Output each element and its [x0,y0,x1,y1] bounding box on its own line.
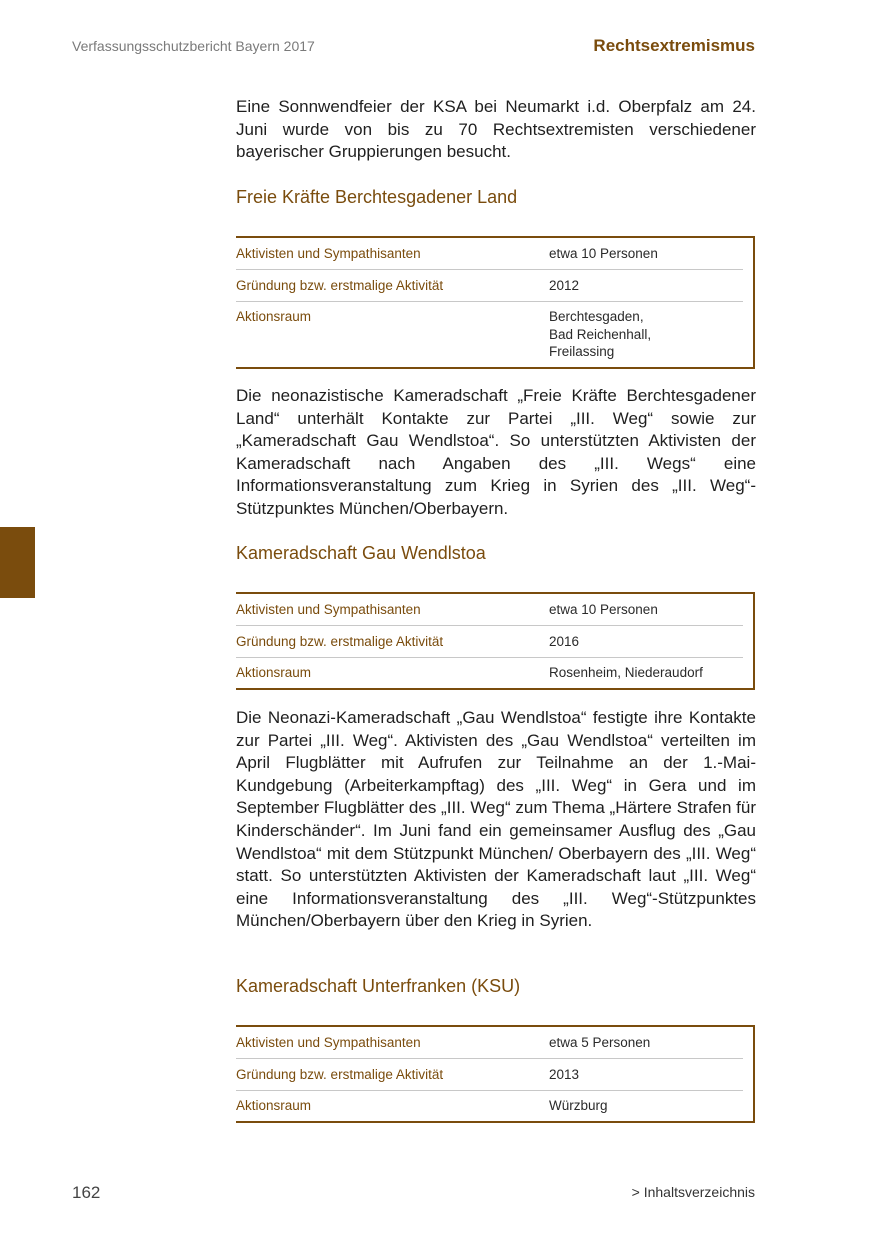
chapter-title: Rechtsextremismus [593,36,755,55]
facts-label: Gründung bzw. erstmalige Aktivität [236,633,444,649]
facts-table-gau-wendlstoa [236,592,755,690]
facts-label: Aktionsraum [236,665,312,681]
facts-row [236,1027,743,1059]
facts-value-line: Freilassing [549,344,615,360]
facts-value-line: Berchtesgaden, [549,309,644,324]
facts-row [236,270,743,302]
section-paragraph: Die Neonazi-Kameradschaft „Gau Wendlstoa“ festigte ihre Kontakte zur Partei „III. Weg“. Aktivisten des „Gau Wendlstoa“ verteilten im April Flugblätter mit Aufrufen zur Teilnahme an der 1.-Mai-Kundgebung (Arbeiterkampftag) des „III. Weg“ in Gera und im September Flugblätter des „III. Weg“ zum Thema „Härtere Strafen für Kinderschänder“. Im Juni fand ein gemeinsamer Ausflug des „Gau Wendlstoa“ mit dem Stützpunkt München/ Oberbayern des „III. Weg“ statt. So unterstützten Aktivisten der Kameradschaft laut „III. Weg“ eine Informationsveranstaltung des „III. Weg“-Stützpunktes München/Oberbayern über den Krieg in Syrien. [236,708,756,931]
facts-label: Aktionsraum [236,309,312,324]
section-heading-gau-wendlstoa: Kameradschaft Gau Wendlstoa [236,543,486,563]
facts-row [236,238,743,270]
running-header-title: Verfassungsschutzbericht Bayern 2017 [72,38,315,54]
facts-value: etwa 10 Personen [549,601,658,617]
facts-table-freie-kraefte [236,236,755,369]
chapter-side-tab [0,527,35,598]
facts-value: 2013 [549,1066,580,1082]
facts-label: Aktivisten und Sympathisanten [236,245,421,261]
facts-row [236,302,743,367]
intro-block [236,96,756,164]
facts-row [236,1091,743,1121]
facts-label: Aktivisten und Sympathisanten [236,1034,421,1050]
facts-table-ksu [236,1025,755,1123]
facts-row [236,1059,743,1091]
section-heading-freie-kraefte: Freie Kräfte Berchtesgadener Land [236,187,518,207]
facts-label: Gründung bzw. erstmalige Aktivität [236,1066,444,1082]
section-heading-ksu: Kameradschaft Unterfranken (KSU) [236,976,521,996]
facts-value: etwa 5 Personen [549,1034,651,1050]
facts-value-line: Bad Reichenhall, [549,326,652,342]
facts-row [236,626,743,658]
facts-value: Rosenheim, Niederaudorf [549,665,703,681]
facts-value: 2012 [549,277,580,293]
toc-link[interactable]: > Inhaltsverzeichnis [631,1184,755,1200]
facts-row [236,594,743,626]
facts-value: etwa 10 Personen [549,245,658,261]
facts-value-multiline [549,308,743,361]
facts-value: 2016 [549,633,580,649]
facts-label: Aktionsraum [236,1098,312,1114]
section-body-gau-wendlstoa [236,707,756,933]
facts-value: Würzburg [549,1098,608,1114]
facts-label: Gründung bzw. erstmalige Aktivität [236,277,444,293]
intro-paragraph: Eine Sonnwendfeier der KSA bei Neumarkt i.d. Oberpfalz am 24. Juni wurde von bis zu 70 Rechtsextremisten verschiedener bayerischer Gruppierungen besucht. [236,97,756,162]
section-body-freie-kraefte [236,385,756,521]
facts-row [236,658,743,688]
page-number: 162 [72,1183,101,1202]
section-paragraph: Die neonazistische Kameradschaft „Freie Kräfte Berchtesgadener Land“ unterhält Kontakte zur Partei „III. Weg“ sowie zur „Kameradschaft Gau Wendlstoa“. So unterstützten Aktivisten der Kameradschaft nach Angaben des „III. Wegs“ eine Informationsveranstaltung zum Krieg in Syrien des „III. Weg“-Stützpunktes München/Oberbayern. [236,386,756,518]
facts-label: Aktivisten und Sympathisanten [236,601,421,617]
